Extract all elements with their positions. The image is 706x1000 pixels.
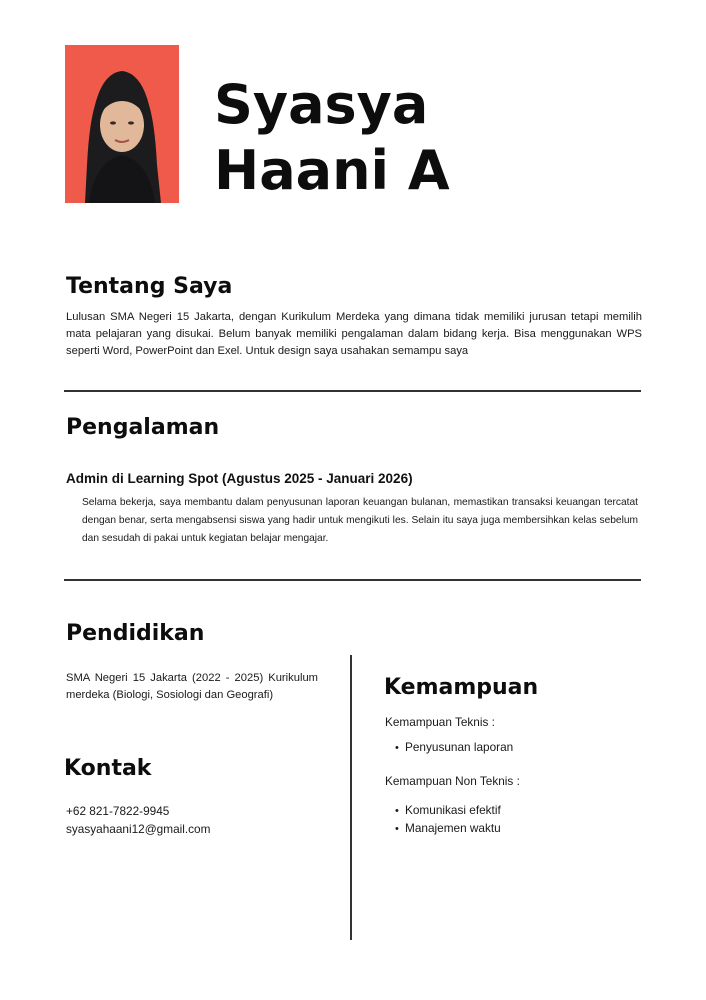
technical-skills-label: Kemampuan Teknis : [385, 715, 495, 729]
name-line-1: Syasya [214, 73, 429, 136]
list-item [395, 819, 501, 837]
list-item [395, 801, 501, 819]
soft-skills-list [395, 801, 501, 837]
portrait-photo-icon [65, 45, 179, 203]
column-divider [350, 655, 352, 940]
contact-title: Kontak [64, 756, 152, 781]
profile-photo [65, 45, 179, 203]
contact-email: syasyahaani12@gmail.com [66, 822, 211, 836]
section-divider [64, 390, 641, 392]
skill-label: Manajemen waktu [405, 821, 501, 835]
about-text: Lulusan SMA Negeri 15 Jakarta, dengan Kurikulum Merdeka yang dimana tidak memiliki jurusan tetapi memilih mata pelajaran yang disukai. Belum banyak memiliki pengalaman dalam bidang kerja. Bisa menggunakan WPS seperti Word, PowerPoint dan Exel. Untuk design saya usahakan semampu saya [66, 311, 642, 357]
education-title: Pendidikan [66, 621, 205, 646]
experience-role: Admin di Learning Spot (Agustus 2025 - Januari 2026) [66, 471, 413, 486]
bullet-icon: • [395, 742, 399, 754]
skill-label: Komunikasi efektif [405, 803, 501, 817]
bullet-icon: • [395, 805, 399, 817]
technical-skills-list [395, 738, 513, 756]
skills-title: Kemampuan [384, 675, 539, 700]
experience-text: Selama bekerja, saya membantu dalam penyusunan laporan keuangan bulanan, memastikan transaksi keuangan tercatat dengan benar, serta mengabsensi siswa yang hadir untuk mengikuti les. Selain itu saya juga membersihkan kelas sebelum dan sesudah di pakai untuk kegiatan belajar mengajar. [82, 497, 638, 544]
soft-skills-label: Kemampuan Non Teknis : [385, 774, 520, 788]
about-title: Tentang Saya [66, 274, 233, 299]
skill-label: Penyusunan laporan [405, 740, 514, 754]
section-divider [64, 579, 641, 581]
contact-phone: +62 821-7822-9945 [66, 804, 170, 818]
full-name [214, 72, 684, 204]
list-item [395, 738, 513, 756]
education-text: SMA Negeri 15 Jakarta (2022 - 2025) Kurikulum merdeka (Biologi, Sosiologi dan Geografi) [66, 672, 318, 701]
name-line-2: Haani A [214, 139, 450, 202]
experience-title: Pengalaman [66, 415, 220, 440]
bullet-icon: • [395, 823, 399, 835]
